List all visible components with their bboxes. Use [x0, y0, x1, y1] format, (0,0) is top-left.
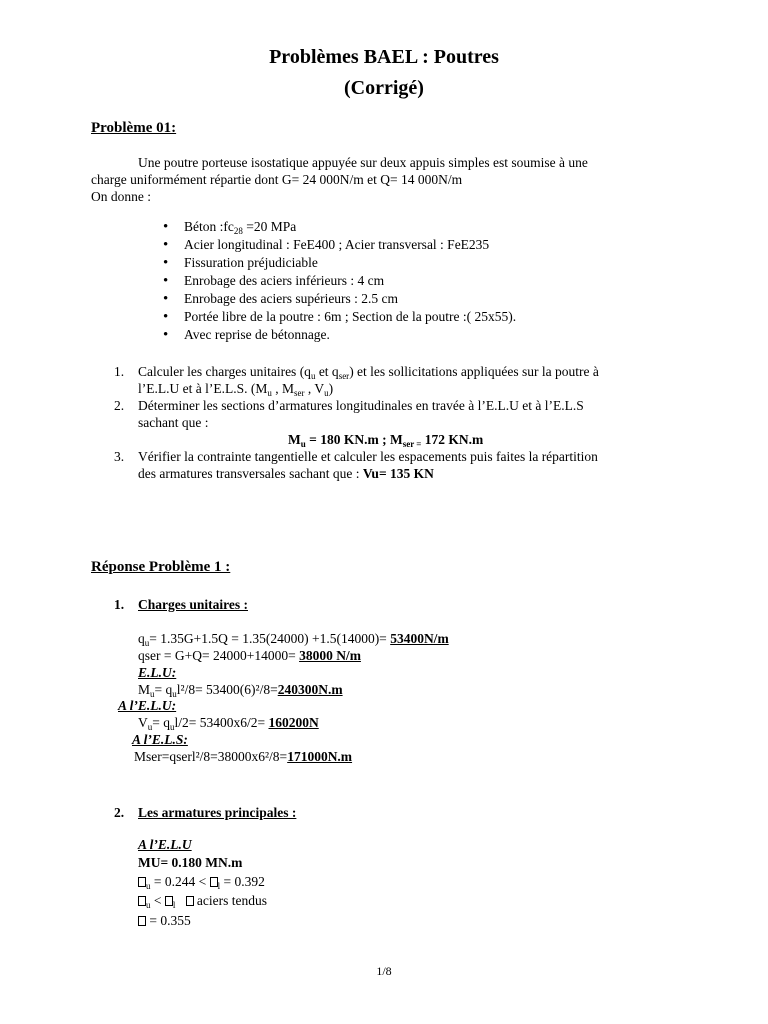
given-item-span: • Portée libre de la poutre : 6m ; Section de la poutre :( 25x55). [163, 308, 516, 326]
alpha-equation: = 0.355 [138, 912, 191, 930]
comparison-line: $_u$ < $_l$ aciers tendus [138, 892, 267, 910]
given-item-steel: • Acier longitudinal : FeE400 ; Acier transversal : FeE235 [163, 236, 516, 254]
given-item-concreting: • Avec reprise de bétonnage. [163, 326, 516, 344]
question-2-line1: Déterminer les sections d’armatures longitudinales en travée à l’E.L.U et à l’E.L.S [138, 398, 584, 413]
a-els-label: A l’E.L.S: [132, 732, 188, 747]
greek-symbol-icon [165, 896, 173, 906]
mu-formula: $M_u= q_ul^2/8= 53400(6)^2/8=240300N.m$ [138, 682, 343, 699]
answer-heading: Réponse Problème 1 : [91, 559, 231, 575]
question-2-formula: $M_u = 180$ KN.m ; $M_{ser =}$ 172 KN.m [288, 432, 484, 449]
section-2-title: Les armatures principales : [138, 805, 297, 820]
greek-symbol-icon [138, 916, 146, 926]
elu-label: E.L.U: [138, 665, 177, 680]
section-2-number: 2. [114, 805, 125, 820]
page-number: 1/8 [376, 964, 392, 978]
vu-formula: $V_u= q_ul/2= 53400x6/2= 160200N$ [138, 715, 319, 732]
document-title-line1: Problèmes BAEL : Poutres [269, 46, 499, 68]
question-number: 2. [114, 398, 125, 413]
question-number: 1. [114, 364, 125, 379]
greek-symbol-icon [210, 877, 218, 887]
qser-formula: qser = G+Q= 24000+14000= 38000 N/m [138, 648, 361, 663]
given-item-cover-bottom: • Enrobage des aciers inférieurs : 4 cm [163, 272, 516, 290]
question-1-line2: l’E.L.U et à l’E.L.S. ($M_u$ , $M_{ser}$ , $V_u$) [138, 381, 334, 398]
given-data-list [163, 218, 516, 344]
section-1-title: Charges unitaires : [138, 597, 248, 612]
problem-intro-line2: charge uniformément répartie dont G= 24 000N/m et Q= 14 000N/m [91, 172, 463, 187]
mu-reduced-equation: $_u$ = 0.244 < $_l$ = 0.392 [138, 873, 265, 891]
problem-intro-line1: Une poutre porteuse isostatique appuyée sur deux appuis simples est soumise à une [138, 155, 588, 170]
section-2-elu-label: A l’E.L.U [138, 837, 192, 852]
greek-symbol-icon [138, 877, 146, 887]
question-2-line2: sachant que : [138, 415, 209, 430]
section-1-number: 1. [114, 597, 125, 612]
question-number: 3. [114, 449, 125, 464]
qu-formula: $q_u= 1.35G+1.5Q = 1.35(24000) +1.5(14000)= 53400N/m$ [138, 631, 449, 648]
given-item-cracking: • Fissuration préjudiciable [163, 254, 516, 272]
mu-value: MU= 0.180 MN.m [138, 855, 243, 870]
given-item-concrete: • Béton $:fc_{28} =20$ MPa [163, 218, 516, 236]
question-3-line1: Vérifier la contrainte tangentielle et calculer les espacements puis faites la répartition [138, 449, 598, 464]
document-title-line2: (Corrigé) [344, 77, 424, 99]
given-label: On donne : [91, 189, 151, 204]
greek-symbol-icon [138, 896, 146, 906]
question-1-line1: Calculer les charges unitaires ($q_u$ et $q_{ser}$) et les sollicitations appliquées sur la poutre à [138, 364, 599, 381]
problem-heading: Problème 01: [91, 120, 177, 136]
given-item-cover-top: • Enrobage des aciers supérieurs : 2.5 cm [163, 290, 516, 308]
arrow-symbol-icon [186, 896, 194, 906]
mser-formula: Mser=qserl²/8=38000x6²/8=171000N.m [134, 749, 353, 764]
a-elu-label: A l’E.L.U: [118, 698, 177, 713]
question-3-line2: des armatures transversales sachant que : Vu= 135 KN [138, 466, 434, 481]
